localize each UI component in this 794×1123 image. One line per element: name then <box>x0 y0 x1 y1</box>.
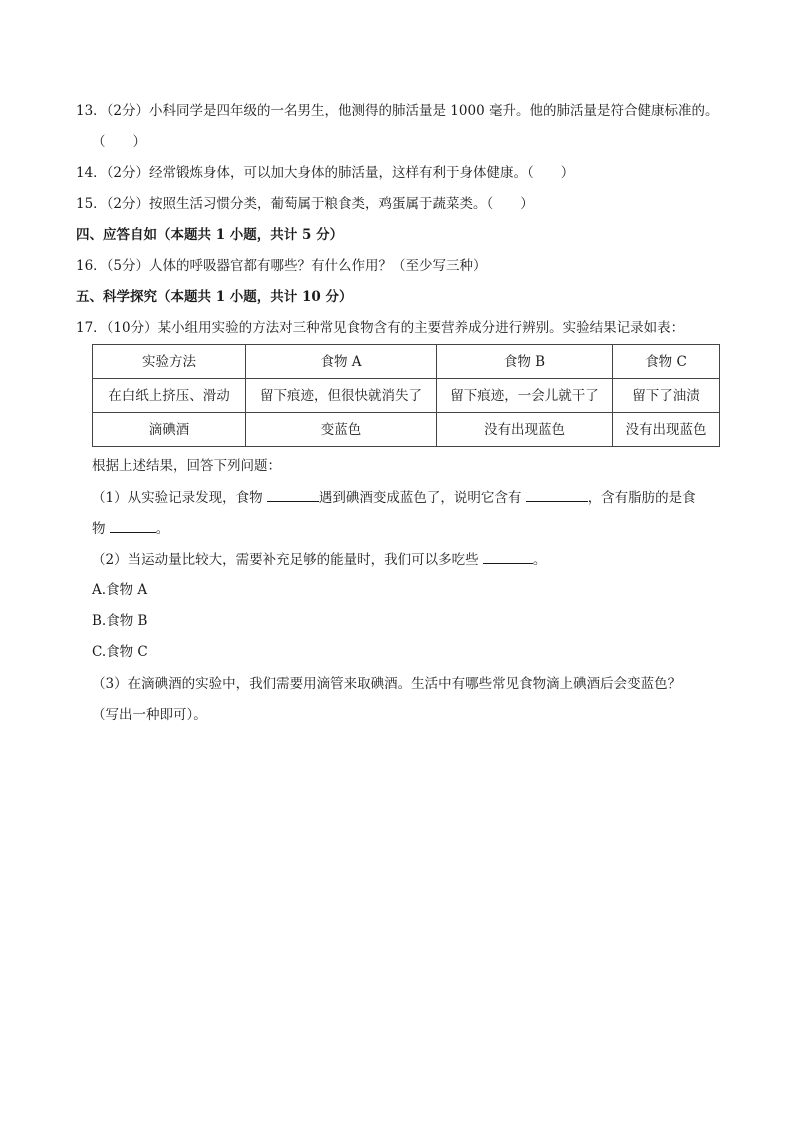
question-17-part-3-line-2: （写出一种即可）。 <box>92 707 207 723</box>
question-17-intro: 17．（10分）某小组用实验的方法对三种常见食物含有的主要营养成分进行辨别。实验结果记录如表： <box>76 320 685 336</box>
question-17-part-1-line-1 <box>92 487 696 508</box>
question-13-answer-brackets: （ ） <box>92 134 146 150</box>
table-header-cell: 食物 B <box>437 345 613 379</box>
table-header-cell: 食物 A <box>246 345 437 379</box>
part-1-text-e: 。 <box>155 521 170 537</box>
option-a: A.食物 A <box>92 582 148 598</box>
table-cell: 留下了油渍 <box>613 379 720 413</box>
table-cell: 没有出现蓝色 <box>613 413 720 447</box>
part-2-text-a: （2）当运动量比较大，需要补充足够的能量时，我们可以多吃些 <box>92 552 483 568</box>
part-1-text-c: ，含有脂肪的是食 <box>587 490 696 506</box>
section-5-heading: 五、科学探究（本题共 1 小题，共计 10 分） <box>76 289 353 305</box>
table-header-cell: 实验方法 <box>93 345 246 379</box>
question-17-part-3-line-1: （3）在滴碘酒的实验中，我们需要用滴管来取碘酒。生活中有哪些常见食物滴上碘酒后会变蓝色？ <box>92 676 682 692</box>
question-15: 15．（2分）按照生活习惯分类，葡萄属于粮食类，鸡蛋属于蔬菜类。（ ） <box>76 196 534 212</box>
part-1-text-b: 遇到碘酒变成蓝色了，说明它含有 <box>318 490 526 506</box>
table-header-row <box>93 345 720 379</box>
table-cell: 在白纸上挤压、滑动 <box>93 379 246 413</box>
answer-blank-nutrient[interactable] <box>526 487 588 502</box>
question-16: 16．（5分）人体的呼吸器官都有哪些？有什么作用？（至少写三种） <box>76 258 487 274</box>
table-cell: 留下痕迹，一会儿就干了 <box>437 379 613 413</box>
question-17-part-1-line-2 <box>92 518 169 539</box>
answer-blank-energy-food[interactable] <box>483 549 533 564</box>
part-2-text-b: 。 <box>532 552 547 568</box>
table-cell: 没有出现蓝色 <box>437 413 613 447</box>
table-cell: 滴碘酒 <box>93 413 246 447</box>
experiment-results-table <box>92 344 720 447</box>
answer-blank-food[interactable] <box>267 487 319 502</box>
table-header-cell: 食物 C <box>613 345 720 379</box>
table-row <box>93 379 720 413</box>
part-1-text-d: 物 <box>92 521 110 537</box>
question-14: 14．（2分）经常锻炼身体，可以加大身体的肺活量，这样有利于身体健康。（ ） <box>76 165 575 181</box>
option-c: C.食物 C <box>92 644 148 660</box>
table-cell: 留下痕迹，但很快就消失了 <box>246 379 437 413</box>
answer-blank-fat-food[interactable] <box>110 518 156 533</box>
option-b: B.食物 B <box>92 613 148 629</box>
question-13-line-1: 13．（2分）小科同学是四年级的一名男生，他测得的肺活量是 1000 毫升。他的肺活量是符合健康标准的。 <box>76 103 719 119</box>
section-4-heading: 四、应答自如（本题共 1 小题，共计 5 分） <box>76 227 344 243</box>
question-17-lead: 根据上述结果，回答下列问题： <box>92 458 281 474</box>
table-cell: 变蓝色 <box>246 413 437 447</box>
question-17-part-2 <box>92 549 546 570</box>
part-1-text-a: （1）从实验记录发现，食物 <box>92 490 267 506</box>
table-row <box>93 413 720 447</box>
